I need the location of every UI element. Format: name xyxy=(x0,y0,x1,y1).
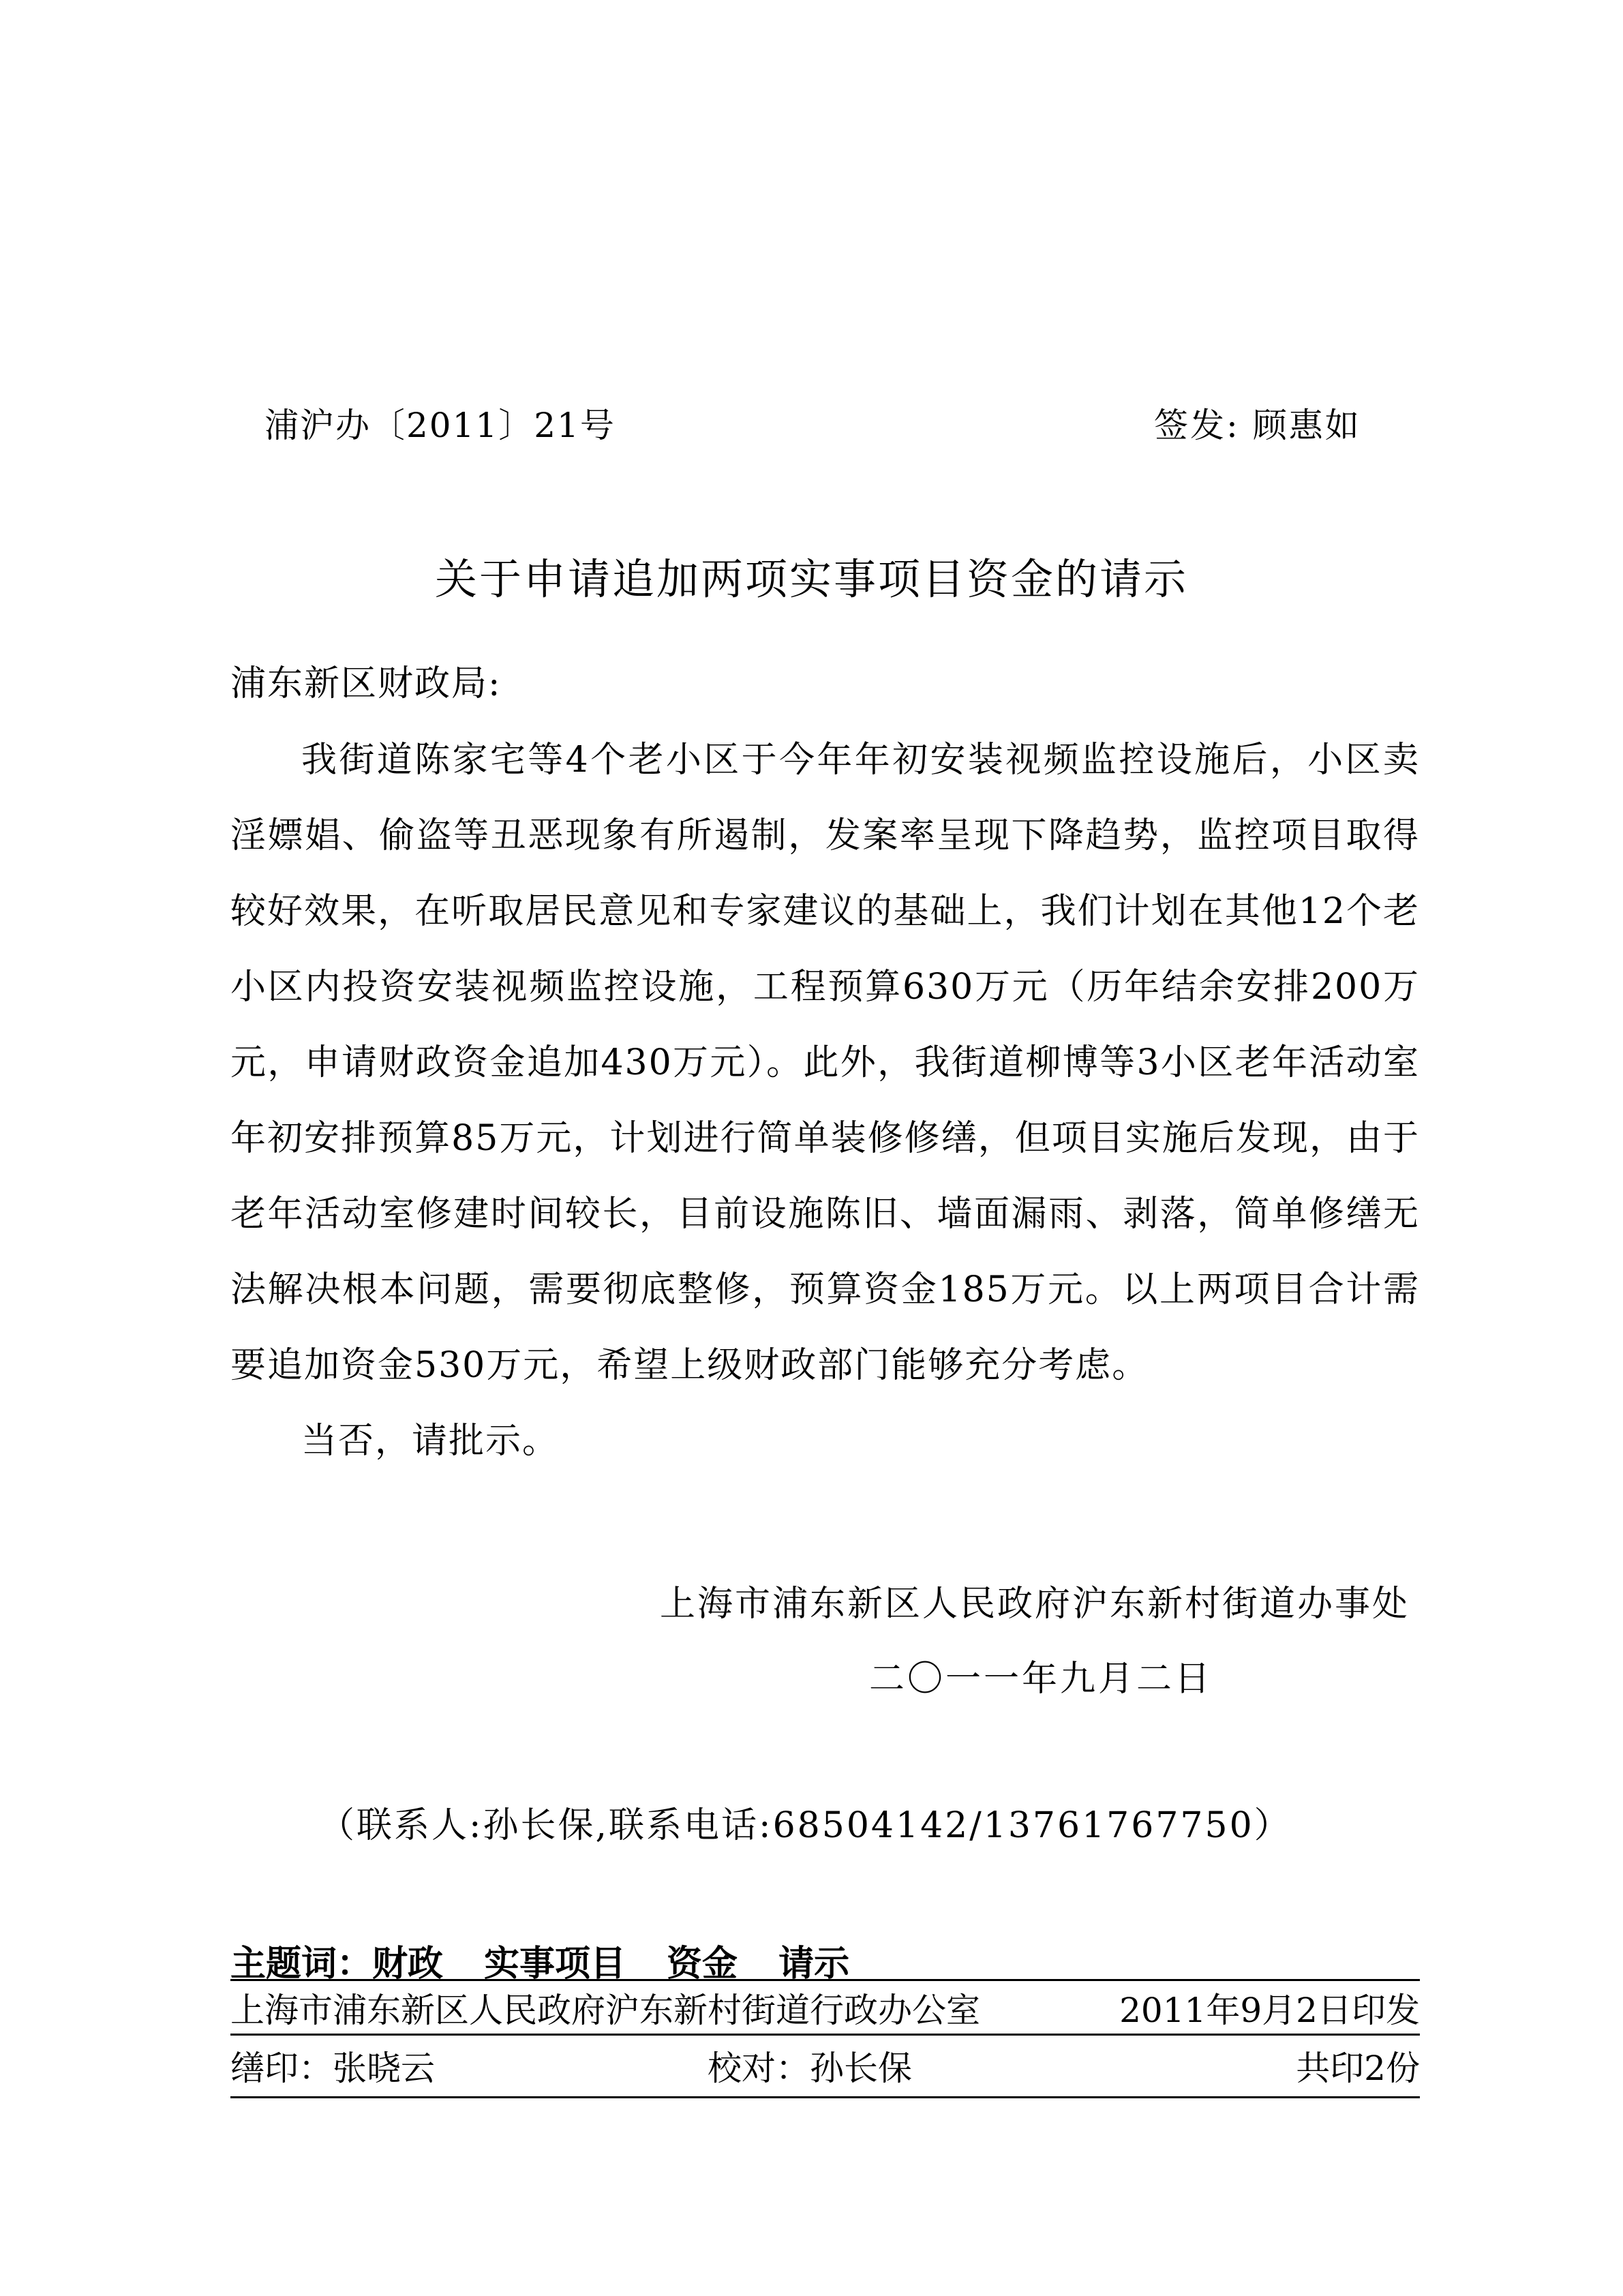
divider xyxy=(230,1979,1420,1981)
copy-count: 共印2份 xyxy=(1296,2049,1420,2088)
document-body xyxy=(230,723,1420,1479)
subject-label: 主题词： xyxy=(230,1944,373,1984)
divider xyxy=(230,2096,1420,2098)
subject-keyword: 财政 xyxy=(372,1944,444,1984)
print-date: 2011年9月2日印发 xyxy=(1119,1991,1420,2030)
subject-keywords xyxy=(230,1935,849,1986)
body-paragraph: 我街道陈家宅等4个老小区于今年年初安装视频监控设施后，小区卖淫嫖娼、偷盗等丑恶现象有所遏制，发案率呈现下降趋势，监控项目取得较好效果，在听取居民意见和专家建议的基础上，我们计划在其他12个老小区内投资安装视频监控设施，工程预算630万元（历年结余安排200万元，申请财政资金追加430万元）。此外，我街道柳博等3小区老年活动室年初安排预算85万元，计划进行简单装修修缮，但项目实施后发现，由于老年活动室修建时间较长，目前设施陈旧、墙面漏雨、剥落，简单修缮无法解决根本问题，需要彻底整修，预算资金185万元。以上两项目合计需要追加资金530万元，希望上级财政部门能够充分考虑。 xyxy=(230,740,1420,1386)
addressee: 浦东新区财政局: xyxy=(230,663,502,704)
body-paragraph: 当否，请批示。 xyxy=(301,1421,560,1462)
issue-date: 二〇一一年九月二日 xyxy=(869,1659,1213,1700)
subject-keyword: 资金 xyxy=(667,1944,738,1984)
printed-by: 缮印：张晓云 xyxy=(230,2049,435,2088)
subject-keyword: 请示 xyxy=(778,1944,850,1984)
document-title: 关于申请追加两项实事项目资金的请示 xyxy=(434,554,1188,604)
divider xyxy=(230,2034,1420,2036)
footer-issue-line xyxy=(230,1984,1420,2031)
footer-print-line xyxy=(230,2038,1420,2093)
proofread-by: 校对：孙长保 xyxy=(708,2049,912,2088)
contact-info: （联系人:孙长保,联系电话:68504142/13761767750） xyxy=(319,1805,1292,1846)
signer: 签发: 顾惠如 xyxy=(1154,406,1361,445)
issuing-organization: 上海市浦东新区人民政府沪东新村街道办事处 xyxy=(660,1584,1410,1625)
document-number: 浦沪办〔2011〕21号 xyxy=(264,406,616,445)
subject-keyword: 实事项目 xyxy=(484,1944,626,1984)
issuing-office: 上海市浦东新区人民政府沪东新村街道行政办公室 xyxy=(230,1991,980,2030)
